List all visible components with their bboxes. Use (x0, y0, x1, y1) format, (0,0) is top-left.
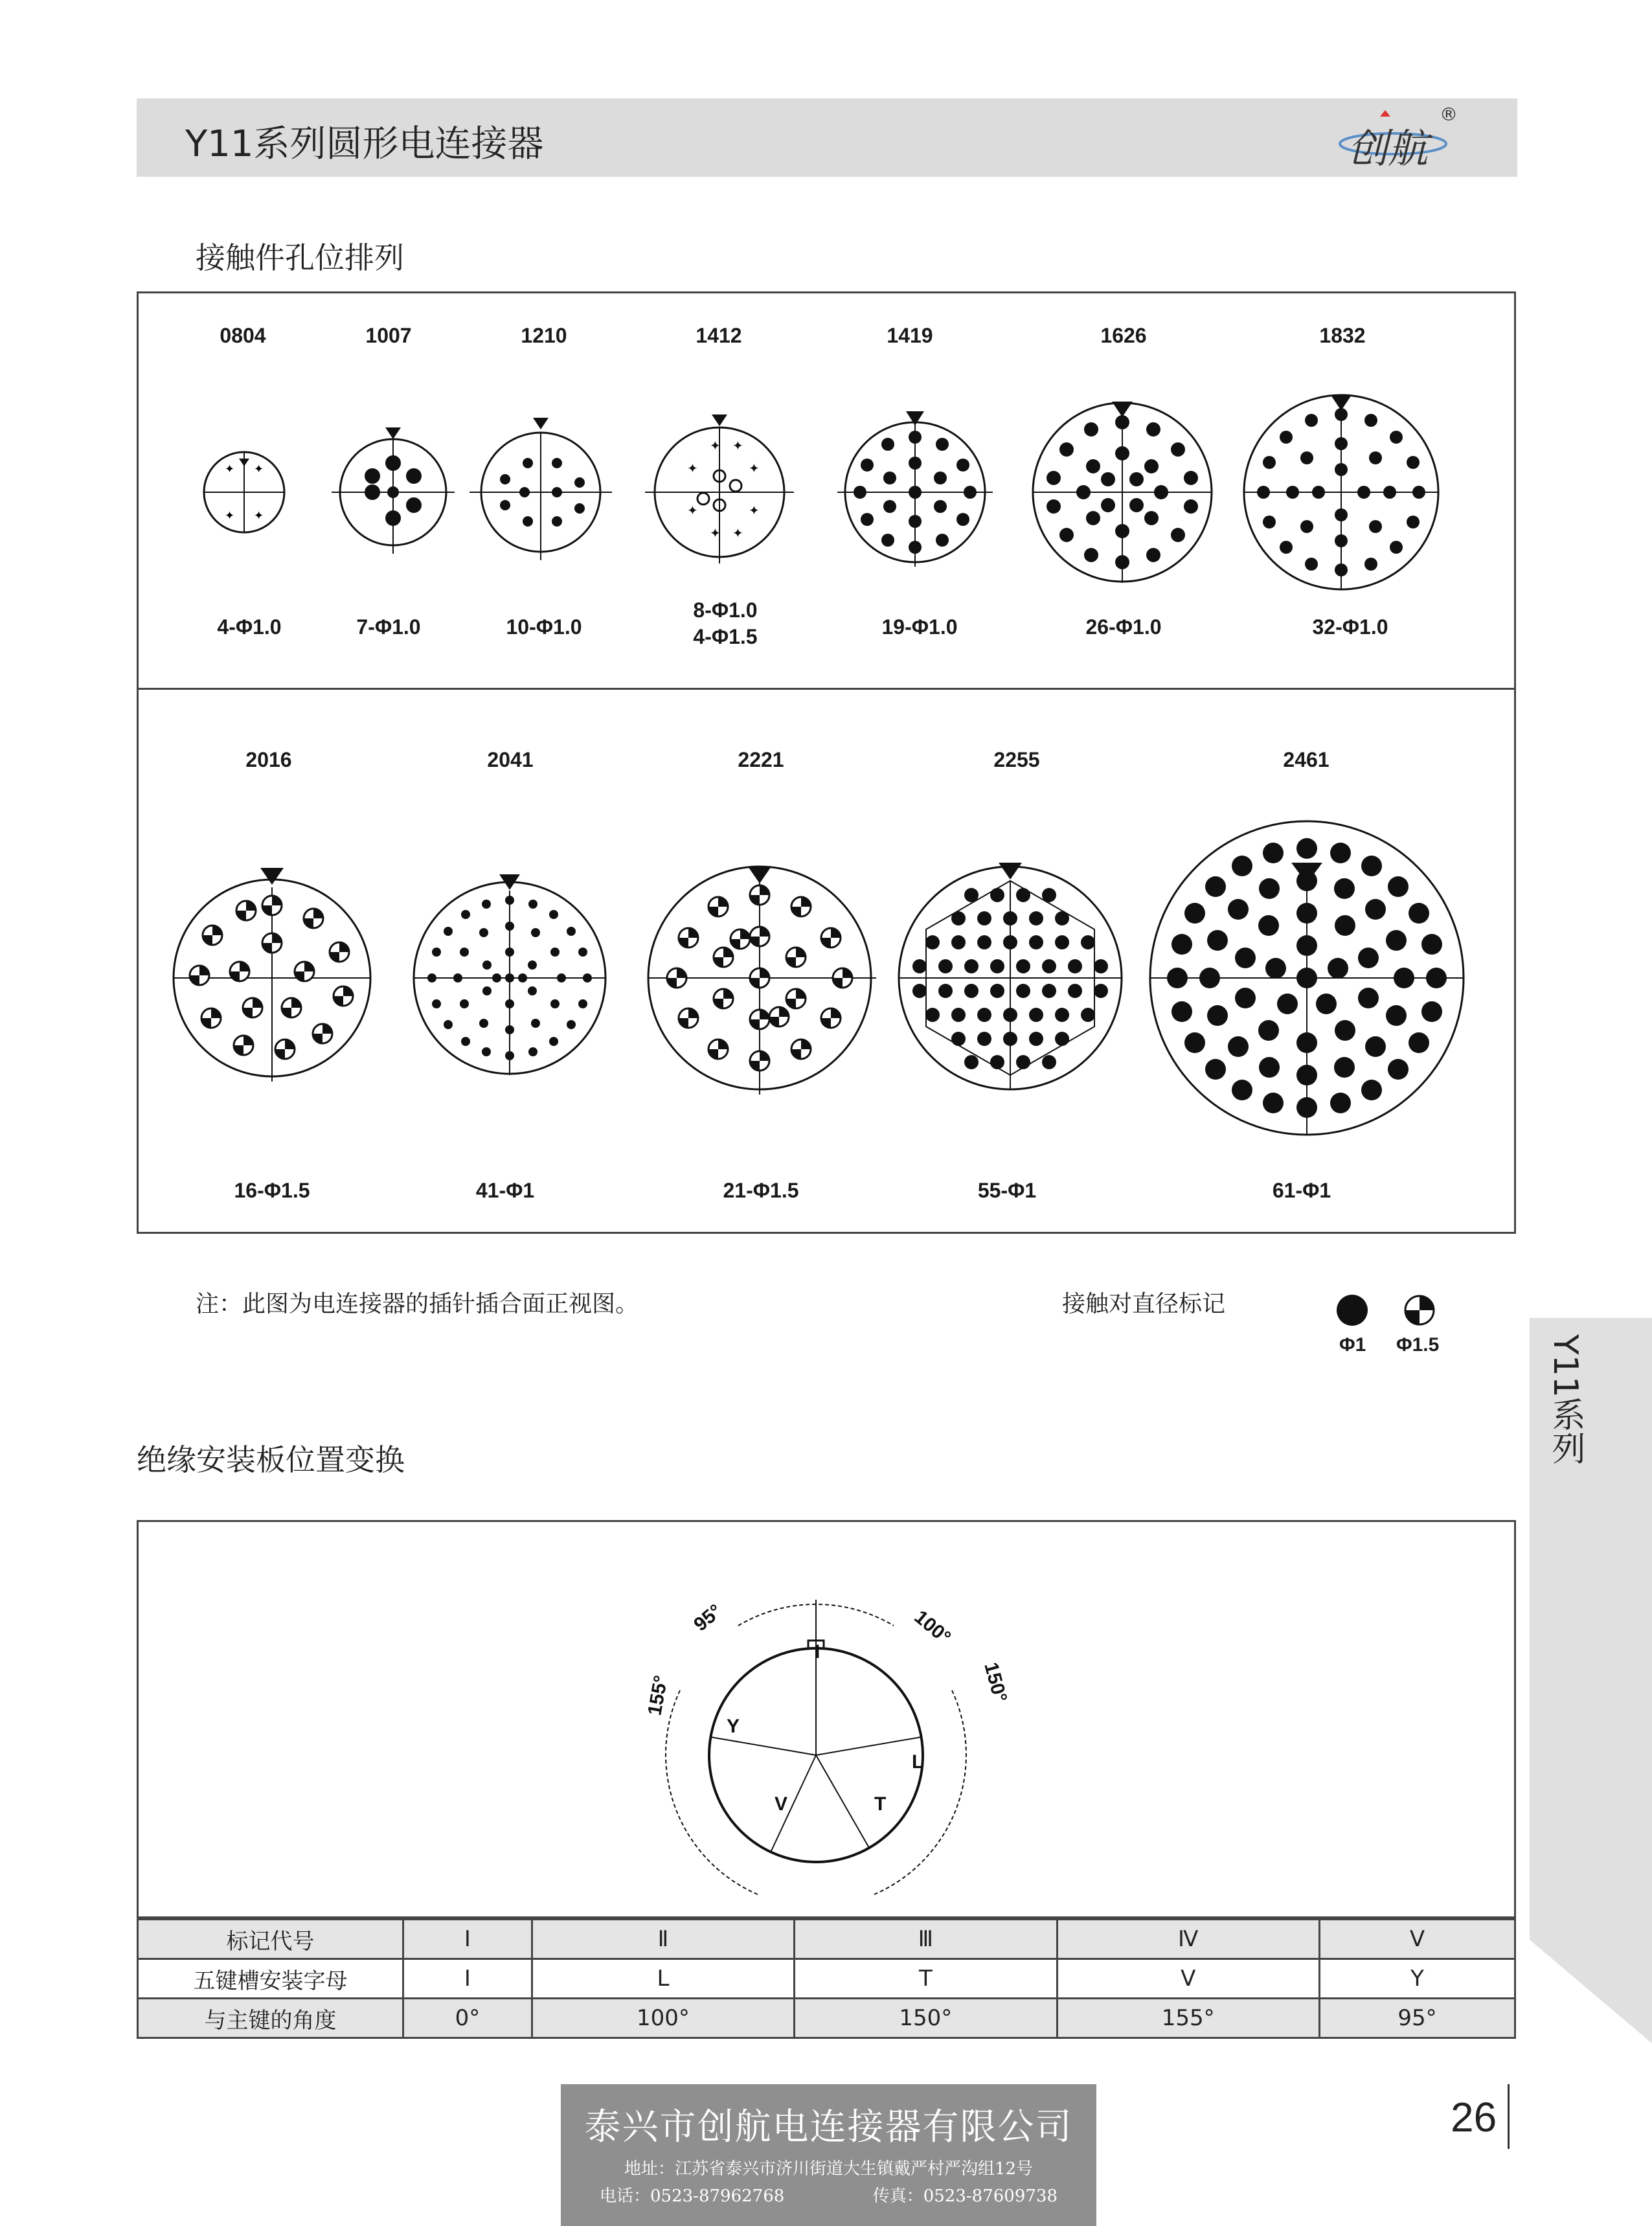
key-letter-i: I (815, 1641, 820, 1663)
layout-2461 (1258, 748, 1355, 772)
header-bar (137, 98, 1517, 177)
layout-spec: 10-Φ1.0 (506, 615, 582, 639)
frame-divider (137, 688, 1516, 690)
table-cell: Ⅴ (1319, 1920, 1515, 1959)
key-position-table (137, 1918, 1516, 2039)
row2-connector-faces (137, 790, 1516, 1153)
layout-2221 (712, 748, 809, 772)
table-cell: Ⅲ (795, 1920, 1057, 1959)
spec-1626 (1059, 615, 1188, 639)
connector-face-2255 (899, 863, 1122, 1089)
layout-2255 (968, 748, 1065, 772)
table-cell: Ⅰ (403, 1920, 532, 1959)
layout-1412 (670, 324, 767, 348)
layout-spec: 19-Φ1.0 (881, 615, 958, 639)
connector-face-1412 (645, 415, 794, 563)
table-cell: Ⅱ (532, 1920, 794, 1959)
connector-face-2016 (174, 868, 370, 1082)
spec-1419 (855, 615, 984, 639)
table-row (138, 1920, 1515, 1959)
layout-code: 2461 (1283, 748, 1330, 771)
legend-title: 接触对直径标记 (1062, 1291, 1226, 1317)
svg-text:✦: ✦ (710, 525, 721, 541)
table-cell: V (1057, 1959, 1319, 1999)
layout-1832 (1294, 324, 1391, 348)
table-cell: T (795, 1959, 1057, 1999)
layout-spec: 16-Φ1.5 (234, 1179, 310, 1202)
table-cell: 95° (1319, 1999, 1515, 2038)
svg-text:✦: ✦ (732, 438, 743, 453)
layout-1210 (495, 324, 593, 348)
spec-2461 (1237, 1179, 1366, 1203)
layout-1419 (861, 324, 958, 348)
spec-0804 (188, 615, 311, 639)
spec-1210 (479, 615, 609, 639)
key-letter-y: Y (727, 1716, 740, 1737)
page-number-rule (1508, 2084, 1510, 2149)
connector-face-1832 (1244, 395, 1438, 589)
company-logo (1335, 104, 1458, 172)
connector-face-1007 (332, 427, 455, 554)
layout-code: 1419 (887, 324, 933, 347)
key-position-diagram (622, 1554, 1043, 1904)
angle-label-100: 100° (910, 1606, 955, 1649)
legend-label-phi15: Φ1.5 (1396, 1334, 1440, 1356)
table-cell: 0° (403, 1999, 532, 2038)
layout-code: 0804 (220, 324, 266, 347)
spec-1007 (327, 615, 450, 639)
footer-address: 地址：江苏省泰兴市济川街道大生镇戴严村严沟组12号 (624, 2159, 1034, 2179)
footer-fax: 传真：0523-87609738 (872, 2186, 1058, 2206)
section-title-key-position: 绝缘安装板位置变换 (137, 1442, 405, 1477)
svg-text:✦: ✦ (732, 525, 743, 541)
logo-text: 创航 (1348, 125, 1429, 172)
connector-face-2221 (648, 867, 876, 1095)
layout-code: 2221 (738, 748, 784, 771)
layout-code: 1007 (365, 324, 412, 347)
table-cell: 标记代号 (138, 1920, 403, 1959)
half-filled-pin-icon (1405, 1296, 1434, 1324)
side-tab-label: Y11系列 (1546, 1334, 1585, 1465)
layout-code: 1412 (696, 324, 742, 347)
connector-face-1210 (470, 418, 612, 560)
key-letter-t: T (874, 1793, 887, 1815)
table-cell: 150° (795, 1999, 1057, 2038)
table-cell: I (403, 1959, 532, 1999)
layout-spec: 7-Φ1.0 (356, 615, 421, 639)
angle-label-150: 150° (980, 1660, 1012, 1705)
layout-code: 1832 (1319, 324, 1366, 347)
note-text: 注：此图为电连接器的插针插合面正视图。 (196, 1291, 639, 1317)
table-row (138, 1959, 1515, 1999)
svg-text:✦: ✦ (225, 509, 235, 523)
connector-face-2461 (1150, 821, 1464, 1135)
layout-2016 (220, 748, 317, 772)
layout-1626 (1075, 324, 1172, 348)
footer-phone: 电话：0523-87962768 (600, 2186, 785, 2206)
layout-code: 1626 (1100, 324, 1147, 347)
spec-1832 (1285, 615, 1415, 639)
table-cell: L (532, 1959, 794, 1999)
svg-text:✦: ✦ (225, 462, 235, 476)
angle-label-95: 95° (690, 1600, 727, 1636)
layout-spec: 4-Φ1.0 (217, 615, 282, 639)
svg-text:✦: ✦ (254, 509, 264, 523)
svg-text:✦: ✦ (687, 503, 698, 518)
page-number: 26 (1451, 2094, 1497, 2141)
layout-spec: 21-Φ1.5 (723, 1179, 799, 1202)
table-cell: 与主键的角度 (138, 1999, 403, 2038)
table-cell: Ⅳ (1057, 1920, 1319, 1959)
layout-spec: 61-Φ1 (1272, 1179, 1331, 1202)
spec-2016 (207, 1179, 337, 1203)
angle-label-155: 155° (644, 1674, 672, 1718)
table-cell: 155° (1057, 1999, 1319, 2038)
connector-face-2041 (414, 874, 605, 1075)
svg-text:✦: ✦ (749, 460, 760, 476)
solid-pin-icon (1337, 1295, 1368, 1326)
spec-1412 (661, 598, 790, 649)
layout-spec-secondary: 4-Φ1.5 (693, 625, 758, 648)
layout-spec: 55-Φ1 (977, 1179, 1037, 1202)
table-cell: 100° (532, 1999, 794, 2038)
footer-contact-box (561, 2084, 1096, 2226)
layout-code: 2255 (993, 748, 1040, 771)
connector-face-1419 (837, 411, 993, 567)
layout-1007 (340, 324, 437, 348)
svg-text:✦: ✦ (710, 438, 721, 453)
document-title: Y11系列圆形电连接器 (185, 123, 544, 165)
svg-text:✦: ✦ (749, 503, 760, 518)
legend-label-phi1: Φ1 (1339, 1334, 1366, 1356)
key-letter-v: V (775, 1793, 788, 1815)
svg-text:✦: ✦ (254, 462, 264, 476)
layout-0804 (194, 324, 291, 348)
connector-face-0804 (204, 452, 284, 532)
spec-2255 (942, 1179, 1072, 1203)
layout-spec: 26-Φ1.0 (1085, 615, 1162, 639)
section-title-contact-layout: 接触件孔位排列 (196, 240, 404, 275)
layout-code: 2016 (245, 748, 292, 771)
table-row (138, 1999, 1515, 2038)
layout-code: 1210 (521, 324, 567, 347)
layout-spec: 41-Φ1 (475, 1179, 535, 1202)
spec-2041 (440, 1179, 570, 1203)
registered-mark: ® (1440, 104, 1458, 125)
spec-2221 (696, 1179, 826, 1203)
layout-spec: 32-Φ1.0 (1312, 615, 1388, 639)
key-letter-l: L (912, 1751, 924, 1773)
row1-connector-faces (137, 382, 1516, 602)
footer-company-name: 泰兴市创航电连接器有限公司 (584, 2106, 1073, 2148)
svg-text:✦: ✦ (687, 460, 698, 476)
connector-face-1626 (1033, 402, 1212, 583)
legend-icons (1334, 1292, 1451, 1331)
layout-code: 2041 (487, 748, 534, 771)
table-cell: Y (1319, 1959, 1515, 1999)
layout-2041 (462, 748, 559, 772)
layout-spec: 8-Φ1.0 (693, 598, 758, 622)
table-cell: 五键槽安装字母 (138, 1959, 403, 1999)
